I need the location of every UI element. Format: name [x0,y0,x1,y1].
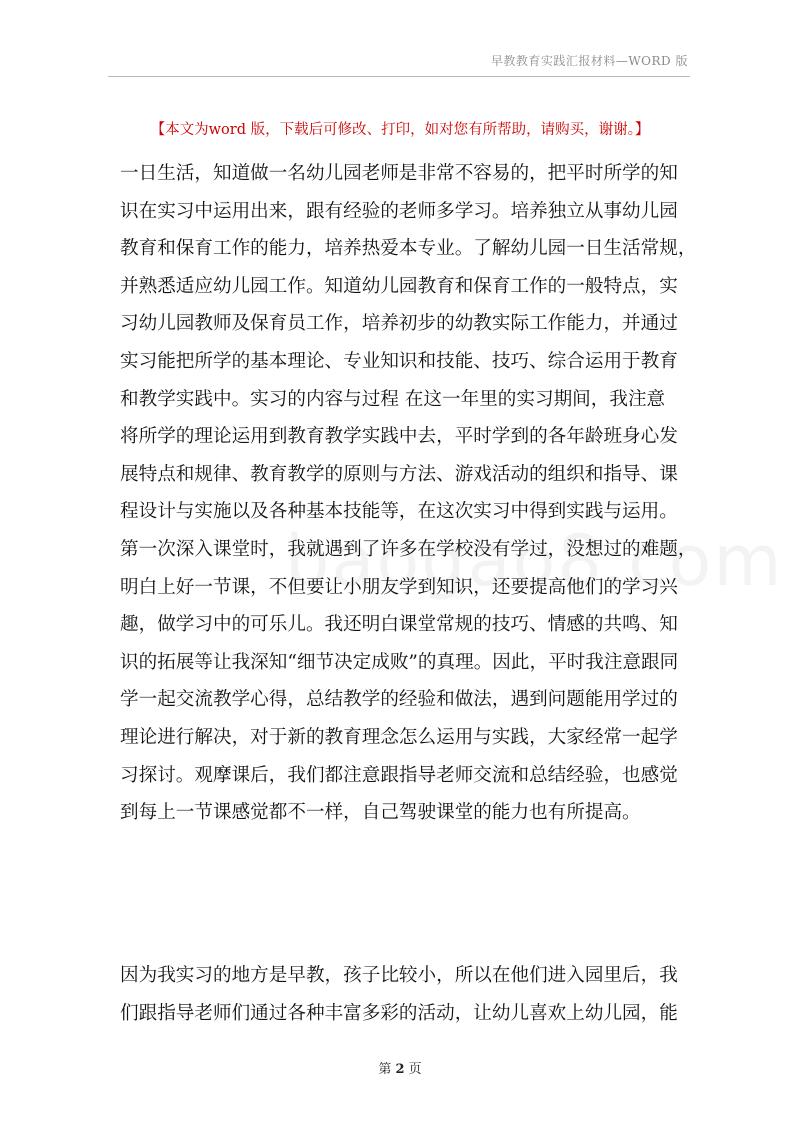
text-line: 明白上好一节课，不但要让小朋友学到知识，还要提高他们的学习兴 [120,576,678,598]
text-line: 习幼儿园教师及保育员工作，培养初步的幼教实际工作能力，并通过 [120,313,678,335]
text-line: 识的拓展等让我深知“细节决定成败”的真理。因此，平时我注意跟同 [120,651,679,673]
text-line: 趣，做学习中的可乐儿。我还明白课堂常规的技巧、情感的共鸣、知 [120,614,678,636]
text-line: 因为我实习的地方是早教，孩子比较小，所以在他们进入园里后，我 [120,965,678,986]
body-paragraph-2 [120,957,688,1032]
text-line: 展特点和规律、教育教学的原则与方法、游戏活动的组织和指导、课 [120,463,678,485]
text-line: 理论进行解决，对于新的教育理念怎么运用与实践，大家经常一起学 [120,726,678,748]
header-divider [108,76,690,77]
page-footer [0,1058,800,1077]
text-line: 识在实习中运用出来，跟有经验的老师多学习。培养独立从事幼儿园 [120,200,678,222]
text-line: 和教学实践中。实习的内容与过程 在这一年里的实习期间，我注意 [120,388,666,410]
text-line: 教育和保育工作的能力，培养热爱本专业。了解幼儿园一日生活常规， [120,238,697,260]
running-header [0,52,800,69]
purchase-notice: 【本文为word 版，下载后可修改、打印，如对您有所帮助，请购买，谢谢。】 [150,122,650,138]
page-label-suffix: 页 [408,1062,422,1077]
text-line: 程设计与实施以及各种基本技能等，在这次实习中得到实践与运用。 [120,501,678,523]
text-line: 学一起交流教学心得，总结教学的经验和做法，遇到问题能用学过的 [120,689,678,711]
text-line: 实习能把所学的基本理论、专业知识和技能、技巧、综合运用于教育 [120,350,678,372]
body-paragraph-1 [120,155,697,832]
text-line: 第一次深入课堂时，我就遇到了许多在学校没有学过，没想过的难题， [120,538,697,560]
page-number: 2 [395,1062,405,1077]
page-label-prefix: 第 [378,1062,392,1077]
text-line: 一日生活，知道做一名幼儿园老师是非常不容易的，把平时所学的知 [120,163,678,184]
header-title: 早教教育实践汇报材料—WORD 版 [490,54,688,68]
text-line: 到每上一节课感觉都不一样，自己驾驶课堂的能力也有所提高。 [120,802,641,824]
text-line: 习探讨。观摩课后，我们都注意跟指导老师交流和总结经验，也感觉 [120,764,678,786]
text-line: 将所学的理论运用到教育教学实践中去，平时学到的各年龄班身心发 [120,426,678,448]
text-line: 们跟指导老师们通过各种丰富多彩的活动，让幼儿喜欢上幼儿园，能 [120,1002,678,1024]
text-line: 并熟悉适应幼儿园工作。知道幼儿园教育和保育工作的一般特点，实 [120,275,678,297]
